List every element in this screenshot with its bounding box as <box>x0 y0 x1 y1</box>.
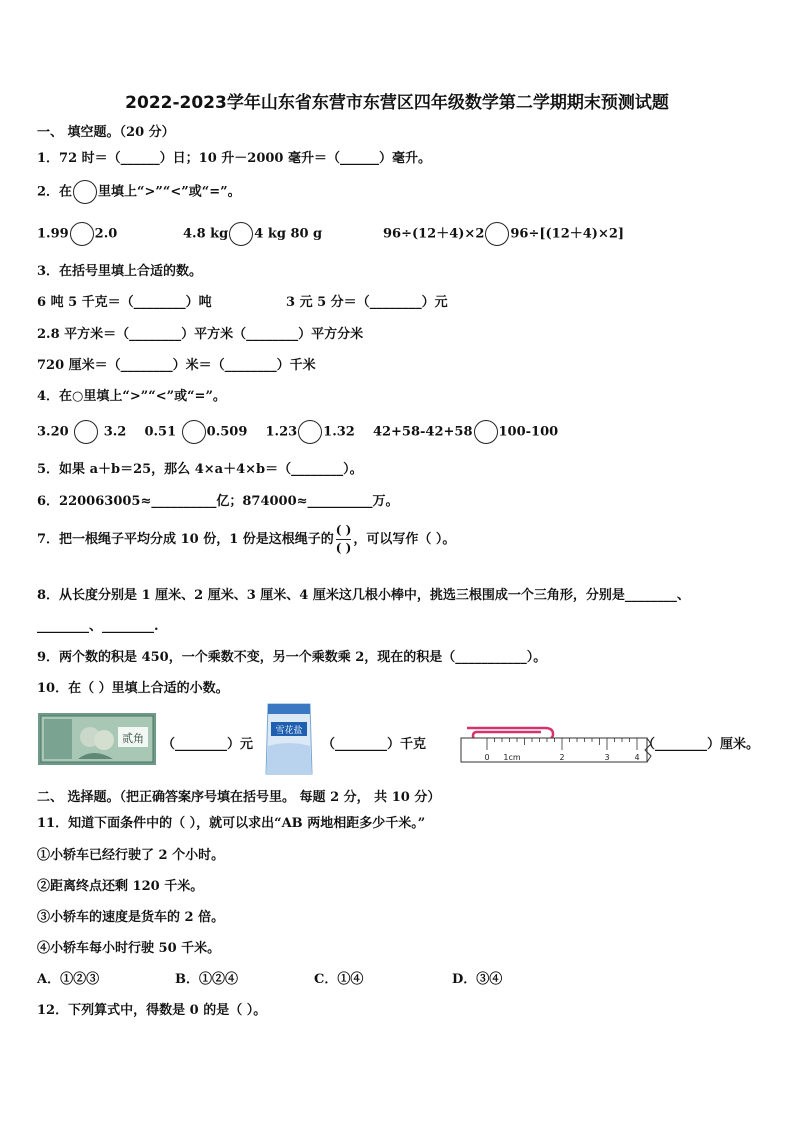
answer-circle[interactable] <box>485 222 509 246</box>
banknote-answer-blank: （________）元 <box>162 737 254 752</box>
question-7-lead: 7．把一根绳子平均分成 10 份，1 份是这根绳子的 <box>37 532 334 547</box>
question-4: 4．在○里填上“>”“<”或“=”。 <box>37 389 226 404</box>
ruler-tick-0: 0 <box>484 753 490 762</box>
fraction-denominator: ( ) <box>335 541 352 555</box>
fraction-numerator: ( ) <box>335 523 352 537</box>
question-3c: 2.8 平方米＝（________）平方米（________）平方分米 <box>37 327 364 342</box>
q2-item-b-left: 4.8 kg <box>183 226 229 242</box>
question-10: 10．在（ ）里填上合适的小数。 <box>37 681 229 696</box>
choice-b[interactable]: B．①②④ <box>175 972 238 987</box>
question-11-option-4: ④小轿车每小时行驶 50 千米。 <box>37 941 221 956</box>
answer-circle[interactable] <box>298 420 322 444</box>
q4-item-d-right: 100-100 <box>498 424 559 440</box>
q2-item-a-left: 1.99 <box>37 226 69 242</box>
banknote-image <box>38 713 156 765</box>
question-9: 9．两个数的积是 450，一个乘数不变，另一个乘数乘 2，现在的积是（___________）。 <box>37 650 547 665</box>
question-1: 1．72 时＝（______）日；10 升－2000 毫升＝（______）毫升。 <box>37 151 431 166</box>
question-2-item-c <box>383 222 624 246</box>
ruler-answer-blank: （________）厘米。 <box>642 737 760 752</box>
question-2-items <box>37 222 117 246</box>
salt-answer-blank: （________）千克 <box>322 737 427 752</box>
question-3: 3．在括号里填上合适的数。 <box>37 264 203 279</box>
question-7-rest: ，可以写作（ ）。 <box>353 532 456 547</box>
choice-c[interactable]: C．①④ <box>314 972 364 987</box>
question-11-option-2: ②距离终点还剩 120 千米。 <box>37 879 204 894</box>
section-heading-fill-in: 一、 填空题。（20 分） <box>37 125 175 140</box>
question-7 <box>37 522 455 557</box>
q4-item-b-right: 0.509 <box>206 424 248 440</box>
q2-item-b-right: 4 kg 80 g <box>254 226 323 242</box>
answer-circle[interactable] <box>182 420 206 444</box>
question-2 <box>37 180 241 204</box>
q4-item-c-right: 1.32 <box>323 424 355 440</box>
salt-label: 雪花盐 <box>275 726 303 736</box>
q4-item-c-left: 1.23 <box>265 424 298 440</box>
question-4-items <box>37 420 558 444</box>
q4-item-a-left: 3.20 <box>37 424 69 440</box>
ruler-tick-4: 4 <box>634 753 640 762</box>
q4-item-d-left: 42+58-42+58 <box>372 424 473 440</box>
answer-circle[interactable] <box>74 420 98 444</box>
section-heading-choice: 二、 选择题。（把正确答案序号填在括号里。 每题 2 分， 共 10 分） <box>37 790 441 805</box>
question-2-item-b <box>183 222 322 246</box>
question-11-option-1: ①小轿车已经行驶了 2 个小时。 <box>37 848 225 863</box>
q4-item-b-left: 0.51 <box>144 424 177 440</box>
ruler-paperclip-image <box>457 714 657 768</box>
answer-circle[interactable] <box>474 420 498 444</box>
answer-circle[interactable] <box>70 222 94 246</box>
question-8-line-1: 8．从长度分别是 1 厘米、2 厘米、3 厘米、4 厘米这几根小棒中，挑选三根围成一个三角形，分别是________、 <box>37 588 690 603</box>
question-6: 6．220063005≈__________亿；874000≈__________万。 <box>37 494 399 509</box>
question-2-rest: 里填上“>”“<”或“=”。 <box>98 184 241 200</box>
question-11: 11．知道下面条件中的（ ），就可以求出“AB 两地相距多少千米。” <box>37 816 426 831</box>
fraction-blank[interactable] <box>336 522 352 557</box>
ruler-tick-2: 2 <box>559 753 565 762</box>
question-11-option-3: ③小轿车的速度是货车的 2 倍。 <box>37 910 225 925</box>
ruler-unit: 1cm <box>503 753 521 762</box>
question-3b: 3 元 5 分＝（________）元 <box>286 295 448 310</box>
question-2-lead: 2．在 <box>37 184 73 200</box>
banknote-denomination: 贰角 <box>122 732 144 745</box>
page-title: 2022-2023学年山东省东营市东营区四年级数学第二学期期末预测试题 <box>125 93 669 113</box>
answer-circle[interactable] <box>73 180 97 204</box>
q4-item-a-right: 3.2 <box>103 424 127 440</box>
q2-item-a-right: 2.0 <box>94 226 118 242</box>
question-12: 12．下列算式中，得数是 0 的是（ ）。 <box>37 1003 267 1018</box>
choice-d[interactable]: D．③④ <box>452 972 503 987</box>
ruler-tick-3: 3 <box>604 753 610 762</box>
q2-item-c-right: 96÷[(12＋4)×2] <box>510 226 625 242</box>
question-8-line-2: ________、________. <box>37 619 159 634</box>
choice-a[interactable]: A．①②③ <box>37 972 100 987</box>
salt-bag-image <box>262 700 316 778</box>
question-5: 5．如果 a＋b＝25，那么 4×a＋4×b＝（________）。 <box>37 462 363 477</box>
question-3d: 720 厘米＝（________）米＝（________）千米 <box>37 358 316 373</box>
answer-circle[interactable] <box>229 222 253 246</box>
q2-item-c-left: 96÷(12＋4)×2 <box>383 226 485 242</box>
question-3a: 6 吨 5 千克＝（________）吨 <box>37 295 212 310</box>
